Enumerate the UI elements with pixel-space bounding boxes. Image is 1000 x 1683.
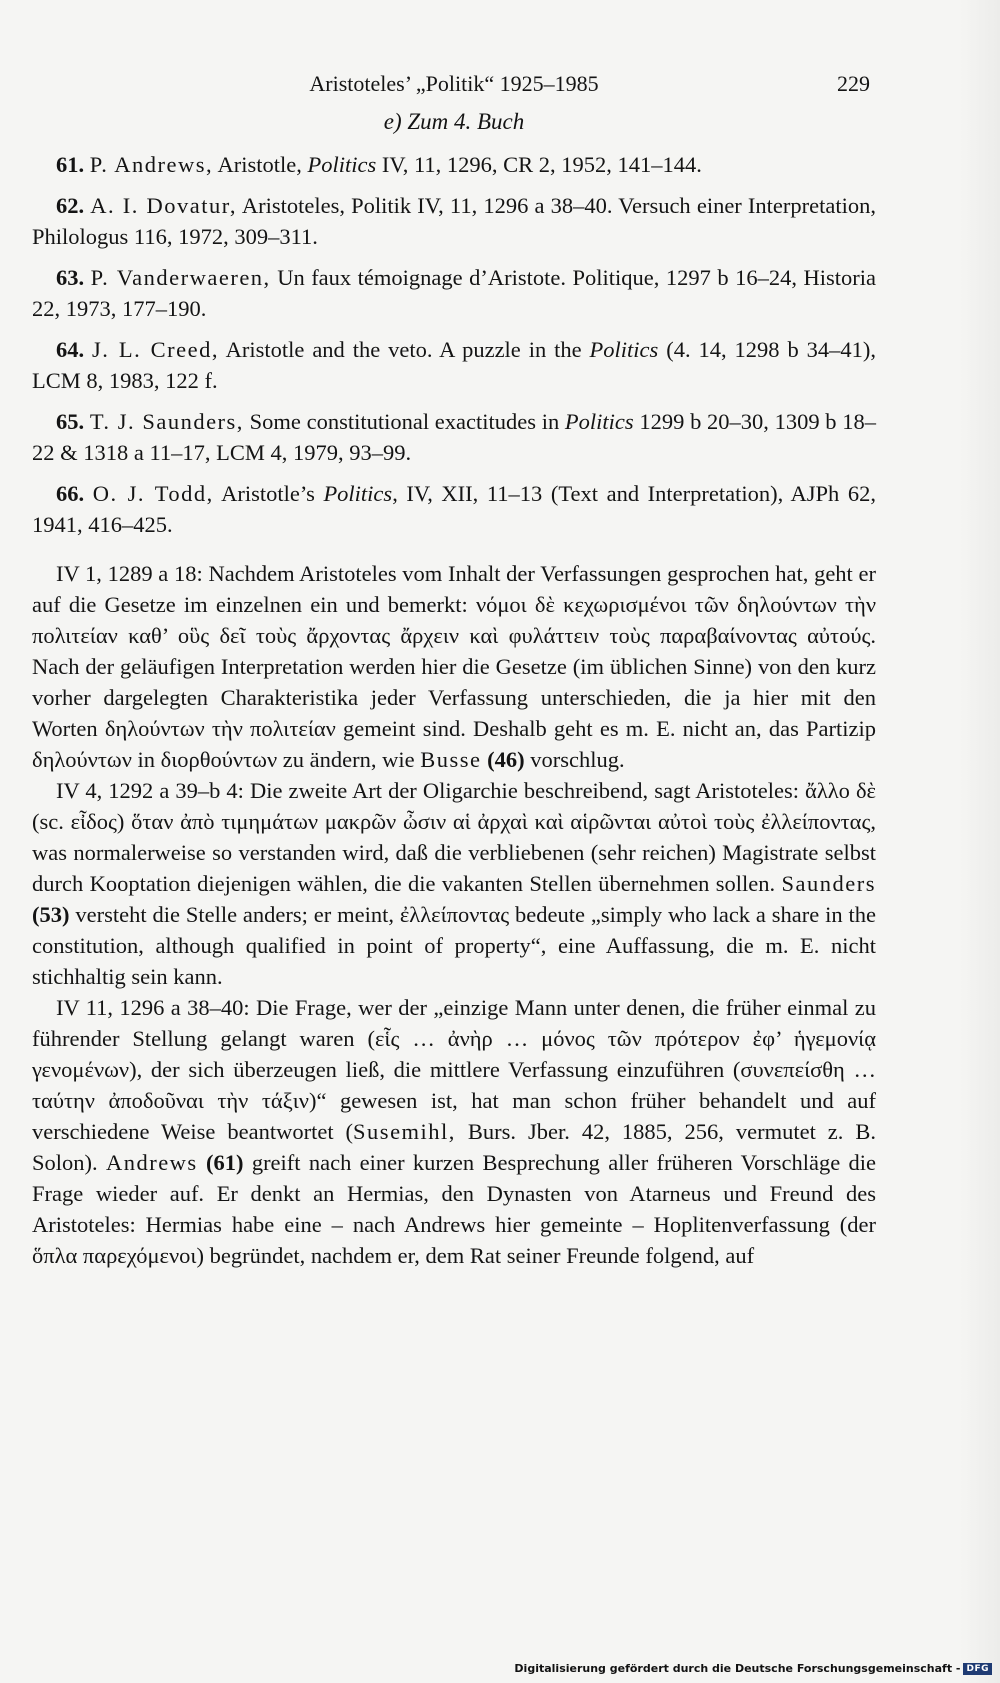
bib-number: 66. xyxy=(56,481,85,506)
digitization-footer xyxy=(514,1662,992,1675)
paragraph-text: versteht die Stelle anders; er meint, ἐλλείποντας bedeute „simply who lack a share in the constitution, although qualified in point of property“, eine Auffassung, die m. E. nicht stichhaltig sein kann. xyxy=(32,902,876,989)
bib-author: O. J. Todd, xyxy=(92,481,214,506)
paragraph-text: IV 11, 1296 a 38–40: Die Frage, wer der „einzige Mann unter denen, die früher einmal zu führender Stellung gelangt waren (εἷς … ἀνὴρ … μόνος τῶν πρότερον ἐφ’ ἡγεμονίᾳ γενομένων), der sich überzeugen ließ, die mittlere Verfassung einzuführen (συνεπείσθη … ταύτην ἀποδοῦναι τὴν τάξιν)“ gewesen ist, hat man schon früher behandelt und auf verschiedene Weise beantwortet ( xyxy=(32,995,876,1144)
bib-author: P. Vanderwaeren, xyxy=(90,265,271,290)
bib-text: Aristoteles, Politik IV, 11, 1296 a 38–40. Versuch einer Interpretation, Philologus 116, 1972, 309–311. xyxy=(32,193,877,249)
bib-italic: Politics xyxy=(323,481,393,506)
body-text xyxy=(32,558,876,1271)
bibliography-list xyxy=(32,149,876,540)
bib-number: 65. xyxy=(56,409,85,434)
bib-number: 61. xyxy=(56,152,85,177)
bib-author: A. I. Dovatur, xyxy=(90,193,237,218)
bib-entry xyxy=(32,262,876,324)
scan-edge-shadow xyxy=(960,0,1000,1683)
running-head xyxy=(32,62,876,102)
bib-number: 64. xyxy=(56,337,85,362)
bib-tail: (4. 14, 1298 b 34–41), LCM 8, 1983, 122 f. xyxy=(32,337,876,393)
cited-author: Busse xyxy=(420,747,482,772)
bib-entry xyxy=(32,478,876,540)
bib-italic: Politics xyxy=(564,409,634,434)
bib-italic: Politics xyxy=(589,337,659,362)
bib-number: 62. xyxy=(56,193,85,218)
cited-author: Andrews xyxy=(105,1150,198,1175)
bib-entry xyxy=(32,406,876,468)
paragraph-iv-1 xyxy=(32,558,876,775)
bib-entry xyxy=(32,334,876,396)
footer-text: Digitalisierung gefördert durch die Deutsche Forschungsgemeinschaft - xyxy=(514,1662,961,1675)
citation-ref: (61) xyxy=(197,1150,244,1175)
bib-text: Aristotle’s xyxy=(213,481,324,506)
citation-ref: (46) xyxy=(481,747,525,772)
bib-tail: 1299 b 20–30, 1309 b 18–22 & 1318 a 11–17, LCM 4, 1979, 93–99. xyxy=(32,409,876,465)
paragraph-text: vorschlug. xyxy=(524,747,625,772)
cited-author: Susemihl, xyxy=(353,1119,456,1144)
paragraph-text: Burs. Jber. 42, 1885, 256, vermutet z. B. Solon). xyxy=(32,1119,877,1175)
page-content xyxy=(32,62,876,1271)
page-number: 229 xyxy=(837,71,870,96)
bib-text: Some constitutional exactitudes in xyxy=(243,409,565,434)
bib-number: 63. xyxy=(56,265,85,290)
paragraph-iv-11 xyxy=(32,992,876,1271)
bib-tail: IV, 11, 1296, CR 2, 1952, 141–144. xyxy=(376,152,702,177)
bib-text: Aristotle, xyxy=(213,152,308,177)
bib-author: J. L. Creed, xyxy=(92,337,219,362)
section-heading: e) Zum 4. Buch xyxy=(383,109,525,134)
bib-text: Aristotle and the veto. A puzzle in the xyxy=(218,337,590,362)
bib-tail: , IV, XII, 11–13 (Text and Interpretation), AJPh 62, 1941, 416–425. xyxy=(32,481,877,537)
cited-author: Saunders xyxy=(781,871,876,896)
paragraph-iv-4 xyxy=(32,775,876,992)
bib-author: T. J. Saunders, xyxy=(89,409,244,434)
bib-entry xyxy=(32,190,876,252)
bib-entry xyxy=(32,149,876,180)
citation-ref: (53) xyxy=(32,902,70,927)
paragraph-text: IV 1, 1289 a 18: Nachdem Aristoteles vom Inhalt der Verfassungen gesprochen hat, geht er auf die Gesetze im einzelnen ein und bemerkt: νόμοι δὲ κεχωρισμένοι τῶν δηλούντων τὴν πολιτείαν καθ’ οὓς δεῖ τοὺς ἄρχοντας ἄρχειν καὶ φυλάττειν τοὺς παραβαίνοντας αὐτούς. Nach der geläufigen Interpretation werden hier die Gesetze (im üblichen Sinne) von den kurz vorher dargelegten Charakteristika jeder Verfassung unterschieden, die ja hier mit den Worten δηλούντων τὴν πολιτείαν gemeint sind. Deshalb geht es m. E. nicht an, das Partizip δηλούντων in διορθούντων zu ändern, wie xyxy=(32,561,876,772)
running-title: Aristoteles’ „Politik“ 1925–1985 xyxy=(309,71,599,96)
bib-italic: Politics xyxy=(307,152,377,177)
paragraph-text: greift nach einer kurzen Besprechung aller früheren Vorschläge die Frage wieder auf. Er denkt an Hermias, den Dynasten von Atarneus und Freund des Aristoteles: Hermias habe eine – nach Andrews hier gemeinte – Hoplitenverfassung (der ὅπλα παρεχόμενοι) begründet, nachdem er, dem Rat seiner Freunde folgend, auf xyxy=(32,1150,876,1268)
paragraph-text: IV 4, 1292 a 39–b 4: Die zweite Art der Oligarchie beschreibend, sagt Aristoteles: ἄλλο δὲ (sc. εἶδος) ὅταν ἀπὸ τιμημάτων μακρῶν ὦσιν αἱ ἀρχαὶ καὶ αἱρῶνται αὐτοὶ τοὺς ἐλλείποντας, was normalerweise so verstanden wird, daß die verbliebenen (sehr reichen) Magistrate selbst durch Kooptation diejenigen wählen, die die vakanten Stellen übernehmen sollen. xyxy=(32,778,876,896)
bib-author: P. Andrews, xyxy=(89,152,214,177)
dfg-logo: DFG xyxy=(963,1663,992,1675)
bib-text: Un faux témoignage d’Aristote. Politique, 1297 b 16–24, Historia 22, 1973, 177–190. xyxy=(32,265,877,321)
